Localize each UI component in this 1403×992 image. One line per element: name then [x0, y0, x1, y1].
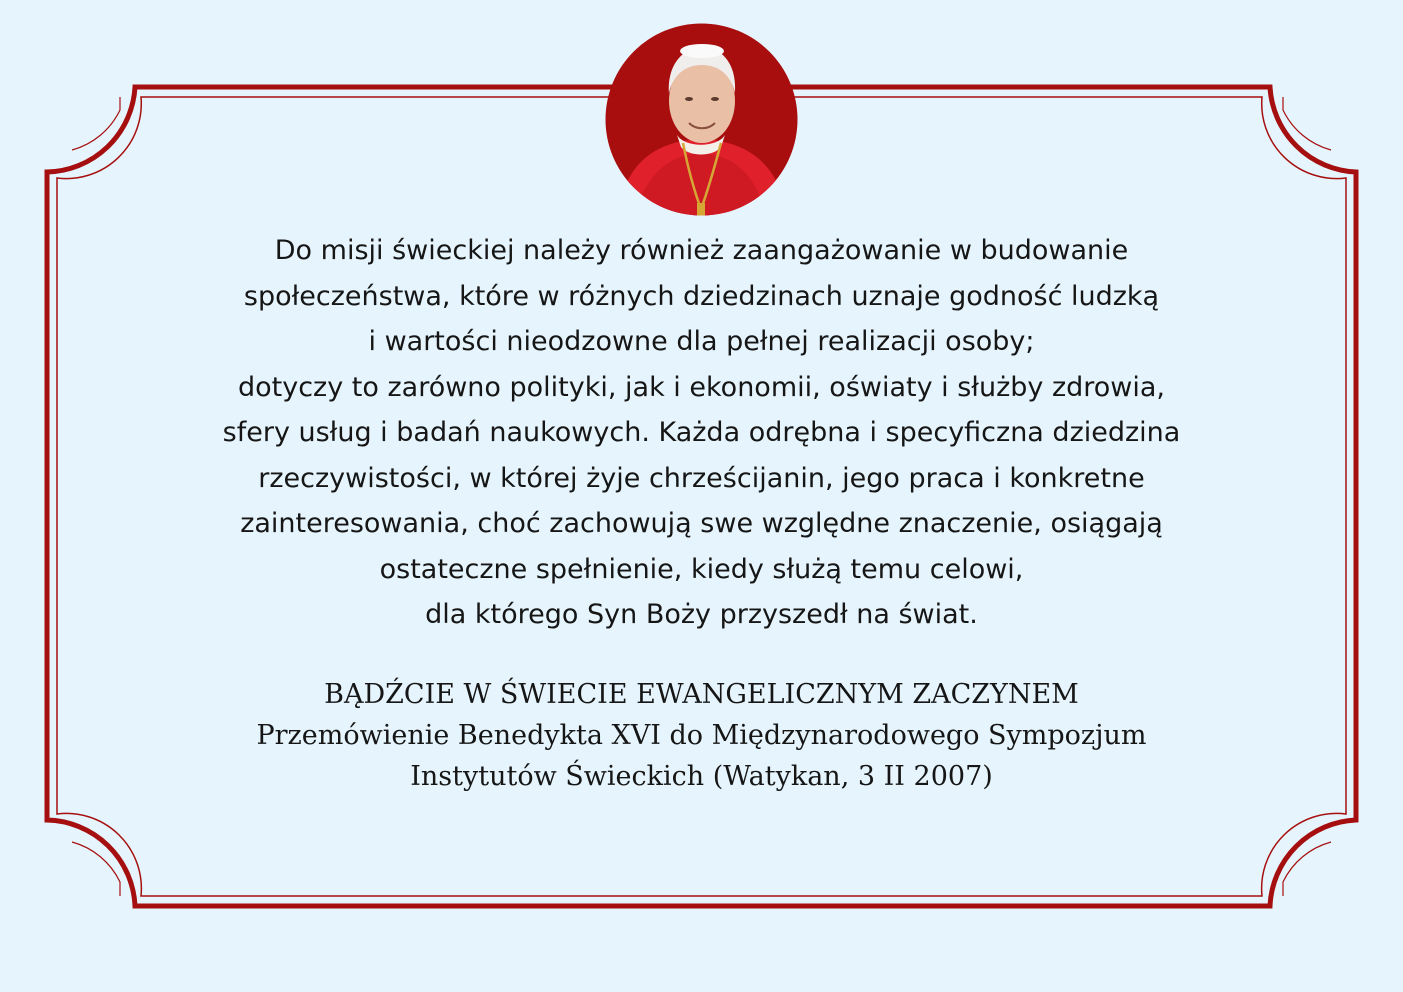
source-line: Przemówienie Benedykta XVI do Międzynarodowego Sympozjum: [256, 720, 1147, 751]
quote-line: dotyczy to zarówno polityki, jak i ekonomii, oświaty i służby zdrowia,: [237, 371, 1166, 403]
quote-line: i wartości nieodzowne dla pełnej realizacji osoby;: [368, 326, 1035, 357]
quote-line: społeczeństwa, które w różnych dziedzinach uznaje godność ludzką: [243, 280, 1160, 312]
quote-line: Do misji świeckiej należy również zaangażowanie w budowanie: [274, 235, 1129, 266]
quote-line: sfery usług i badań naukowych. Każda odrębna i specyficzna dziedzina: [222, 417, 1181, 448]
quote-line: zainteresowania, choć zachowują swe względne znaczenie, osiągają: [240, 508, 1163, 539]
source-title: BĄDŹCIE W ŚWIECIE EWANGELICZNYM ZACZYNEM: [324, 679, 1079, 710]
quote-source: [120, 674, 1283, 797]
quote-line: dla którego Syn Boży przyszedł na świat.: [425, 599, 978, 630]
pope-portrait-icon: [595, 23, 808, 216]
source-line: Instytutów Świeckich (Watykan, 3 II 2007): [410, 761, 993, 792]
quote-line: ostateczne spełnienie, kiedy służą temu celowi,: [379, 553, 1024, 585]
quote-line: rzeczywistości, w której żyje chrześcijanin, jego praca i konkretne: [258, 462, 1145, 494]
quote-text: [120, 228, 1283, 638]
